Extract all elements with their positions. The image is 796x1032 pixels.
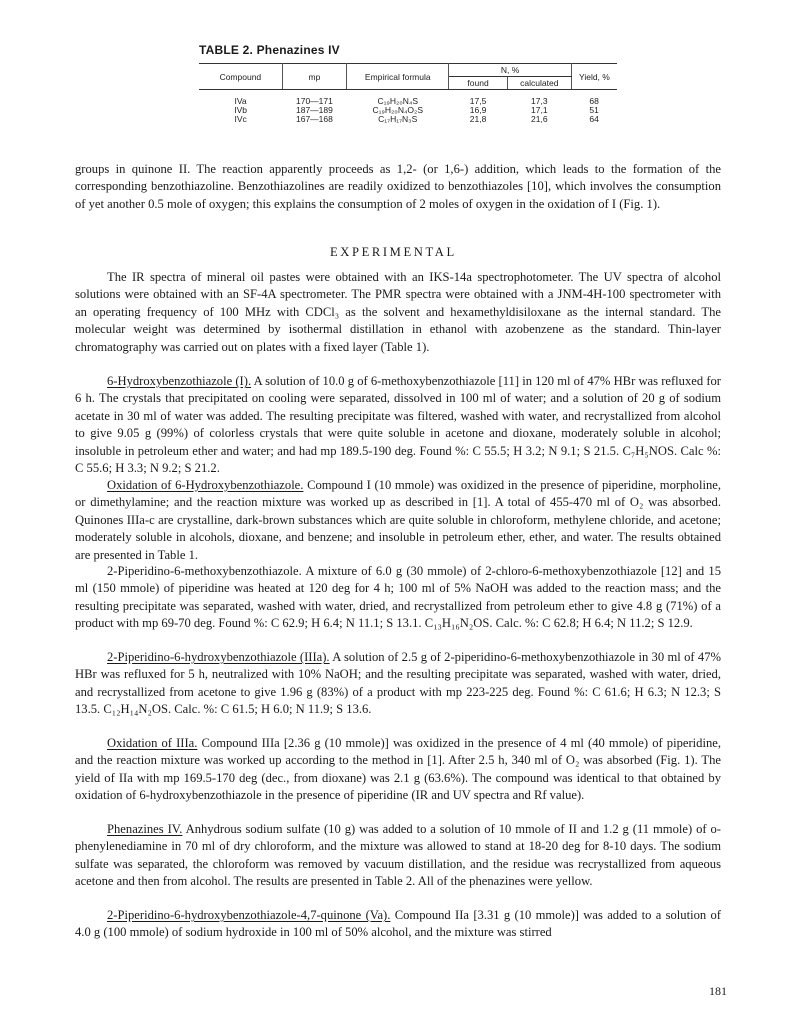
paragraph-body: A solution of 10.0 g of 6-methoxybenzothiazole [11] in 120 ml of 47% HBr was refluxed for 6 h. The crystals that precipitated on cooling were separated, dissolved in 100 ml of water; and a solution of 20 g of sodium acetate in 30 ml of water was added. The resulting precipitate was filtered, washed with water, and recrystallized from alcohol to give 9.05 g (99%) of colorless crystals that were quite soluble in acetone and dioxane, moderately soluble in alcohol; insoluble in petroleum ether and water; and had mp 189.5-190 deg. Found %: C 55.5; H 3.2; N 9.1; S 21.5. C₇H₅NOS. Calc %: C 55.6; H 3.3; N 9.2; S 21.2. — [75, 374, 721, 476]
table-row — [199, 90, 617, 107]
table-row — [199, 115, 617, 124]
paragraph-title: Phenazines IV. — [107, 822, 183, 836]
cell-calc: 17,3 — [531, 96, 548, 106]
cell-formula: C₁₉H₂₀N₄O₂S — [372, 105, 424, 115]
paragraph-title: 6-Hydroxybenzothiazole (I). — [107, 374, 252, 388]
cell-compound: IVb — [234, 105, 247, 115]
col-calculated: calculated — [507, 77, 571, 90]
paragraph-title: 2-Piperidino-6-hydroxybenzothiazole-4,7-quinone (Va). — [107, 908, 391, 922]
cell-compound: IVa — [234, 96, 247, 106]
cell-calc: 17,1 — [531, 105, 548, 115]
cell-found: 17,5 — [469, 96, 487, 106]
cell-formula: C₁₇H₁₇N₃S — [378, 114, 418, 124]
paragraph-piperidino-methoxy — [75, 563, 721, 633]
paragraph-body: Compound IIIa [2.36 g (10 mmole)] was oxidized in the presence of 4 ml (40 mmole) of piperidine, and the reaction mixture was worked up according to the method in [1]. After 2.5 h, 340 ml of O₂ was absorbed (Fig. 1). The yield of IIa with mp 169.5-170 deg (dec., from dioxane) was 2.1 g (63.6%). The compound was identical to that obtained by oxidation of 6-hydroxybenzothiazole in the presence of piperidine (IR and UV spectra and Rf value). — [75, 736, 721, 803]
paragraph-title: Oxidation of 6-Hydroxybenzothiazole. — [107, 478, 304, 492]
page-number: 181 — [709, 984, 727, 998]
paragraph-oxidation-iiia — [75, 735, 721, 805]
section-heading: EXPERIMENTAL — [330, 245, 457, 259]
cell-formula: C₁₉H₂₀N₄S — [377, 96, 419, 106]
table-title: TABLE 2. Phenazines IV — [199, 43, 340, 57]
cell-mp: 167—168 — [295, 114, 333, 124]
paragraph-body: Compound I (10 mmole) was oxidized in the presence of piperidine, morpholine, or dimethylamine; and the reaction mixture was worked up as described in [1]. A total of 455-470 ml of O₂ was absorbed. Quinones IIIa-c are crystalline, dark-brown substances which are quite soluble in chloroform, methylene chloride, and acetone; moderately soluble in alcohols, dioxane, and benzene; and insoluble in petroleum ether, ether, and water. The results obtained are presented in Table 1. — [75, 478, 722, 562]
cell-found: 21,8 — [469, 114, 487, 124]
paragraph-title: Oxidation of IIIa. — [107, 736, 198, 750]
col-formula: Empirical formula — [347, 64, 449, 90]
paragraph-body: Anhydrous sodium sulfate (10 g) was added to a solution of 10 mmole of II and 1.2 g (11 mmole) of o-phenylenediamine in 70 ml of dry chloroform, and the mixture was allowed to stand at 18-20 deg for 8-10 days. The sodium sulfate was separated, the chloroform was removed by vacuum distillation, and the residue was recrystallized from aqueous acetone and then from alcohol. The results are presented in Table 2. All of the phenazines were yellow. — [75, 822, 721, 889]
paragraph-body: A solution of 2.5 g of 2-piperidino-6-methoxybenzothiazole in 30 ml of 47% HBr was refluxed for 5 h, neutralized with 10% NaOH; and the resulting precipitate was separated, washed with water, dried, and recrystallized from acetone to give 1.96 g (83%) of a product with mp 223-225 deg. Found %: C 61.6; H 6.3; N 12.3; S 13.5. C₁₂H₁₄N₂OS. Calc. %: C 61.5; H 6.0; N 11.9; S 13.6. — [75, 650, 721, 717]
intro-paragraph: groups in quinone II. The reaction apparently proceeds as 1,2- (or 1,6-) addition, which leads to the formation of the corresponding benzothiazoline. Benzothiazolines are readily oxidized to benzothiazoles [10], which involves the consumption of yet another 0.5 mole of oxygen; this explains the consumption of 2 moles of oxygen in the oxidation of I (Fig. 1). — [75, 162, 721, 211]
paragraph-body: A mixture of 6.0 g (30 mmole) of 2-chloro-6-methoxybenzothiazole [12] and 15 ml (150 mmole) of piperidine was heated at 120 deg for 4 h; 100 ml of 5% NaOH was added to the reaction mass; and the resulting precipitate was separated, washed with water, dried, and recrystallized from petroleum ether to give 4.8 g (71%) of a product with mp 69-70 deg. Found %: C 62.9; H 6.4; N 11.1; S 13.1. C₁₃H₁₆N₂OS. Calc. %: C 62.8; H 6.4; N 11.2; S 12.9. — [75, 564, 721, 631]
phenazines-table — [199, 63, 617, 124]
col-mp: mp — [282, 64, 346, 90]
paragraph-hydroxybenzothiazole — [75, 373, 721, 477]
cell-yield: 68 — [589, 96, 599, 106]
paragraph-body: Compound IIa [3.31 g (10 mmole)] was added to a solution of 4.0 g (100 mmole) of sodium hydroxide in 100 ml of 50% alcohol, and the mixture was stirred — [75, 908, 721, 940]
methods-paragraph: The IR spectra of mineral oil pastes were obtained with an IKS-14a spectrophotometer. The UV spectra of alcohol solutions were obtained with an SF-4A spectrometer. The PMR spectra were obtained with a JNM-4H-100 spectrometer with an operating frequency of 100 MHz with CDCl₃ as the solvent and hexamethyldisiloxane as the internal standard. The molecular weight was determined by isothermal distillation in ethanol with azobenzene as the standard. Thin-layer chromatography was carried out on plates with a fixed layer (Table 1). — [75, 270, 721, 354]
paragraph-title: 2-Piperidino-6-methoxybenzothiazole. — [107, 564, 302, 578]
cell-yield: 51 — [589, 105, 599, 115]
col-yield: Yield, % — [571, 64, 617, 90]
cell-compound: IVc — [234, 114, 247, 124]
col-found: found — [449, 77, 507, 90]
cell-calc: 21,6 — [531, 114, 548, 124]
cell-mp: 170—171 — [295, 96, 333, 106]
paragraph-title: 2-Piperidino-6-hydroxybenzothiazole (IIIa). — [107, 650, 330, 664]
col-nitrogen: N, % — [449, 64, 571, 77]
paragraph-oxidation — [75, 477, 721, 564]
col-compound: Compound — [199, 64, 282, 90]
paragraph-piperidino-hydroxy — [75, 649, 721, 719]
cell-found: 16,9 — [469, 105, 487, 115]
cell-mp: 187—189 — [295, 105, 333, 115]
cell-yield: 64 — [589, 114, 599, 124]
paragraph-quinone-va — [75, 907, 721, 942]
paragraph-phenazines — [75, 821, 721, 891]
